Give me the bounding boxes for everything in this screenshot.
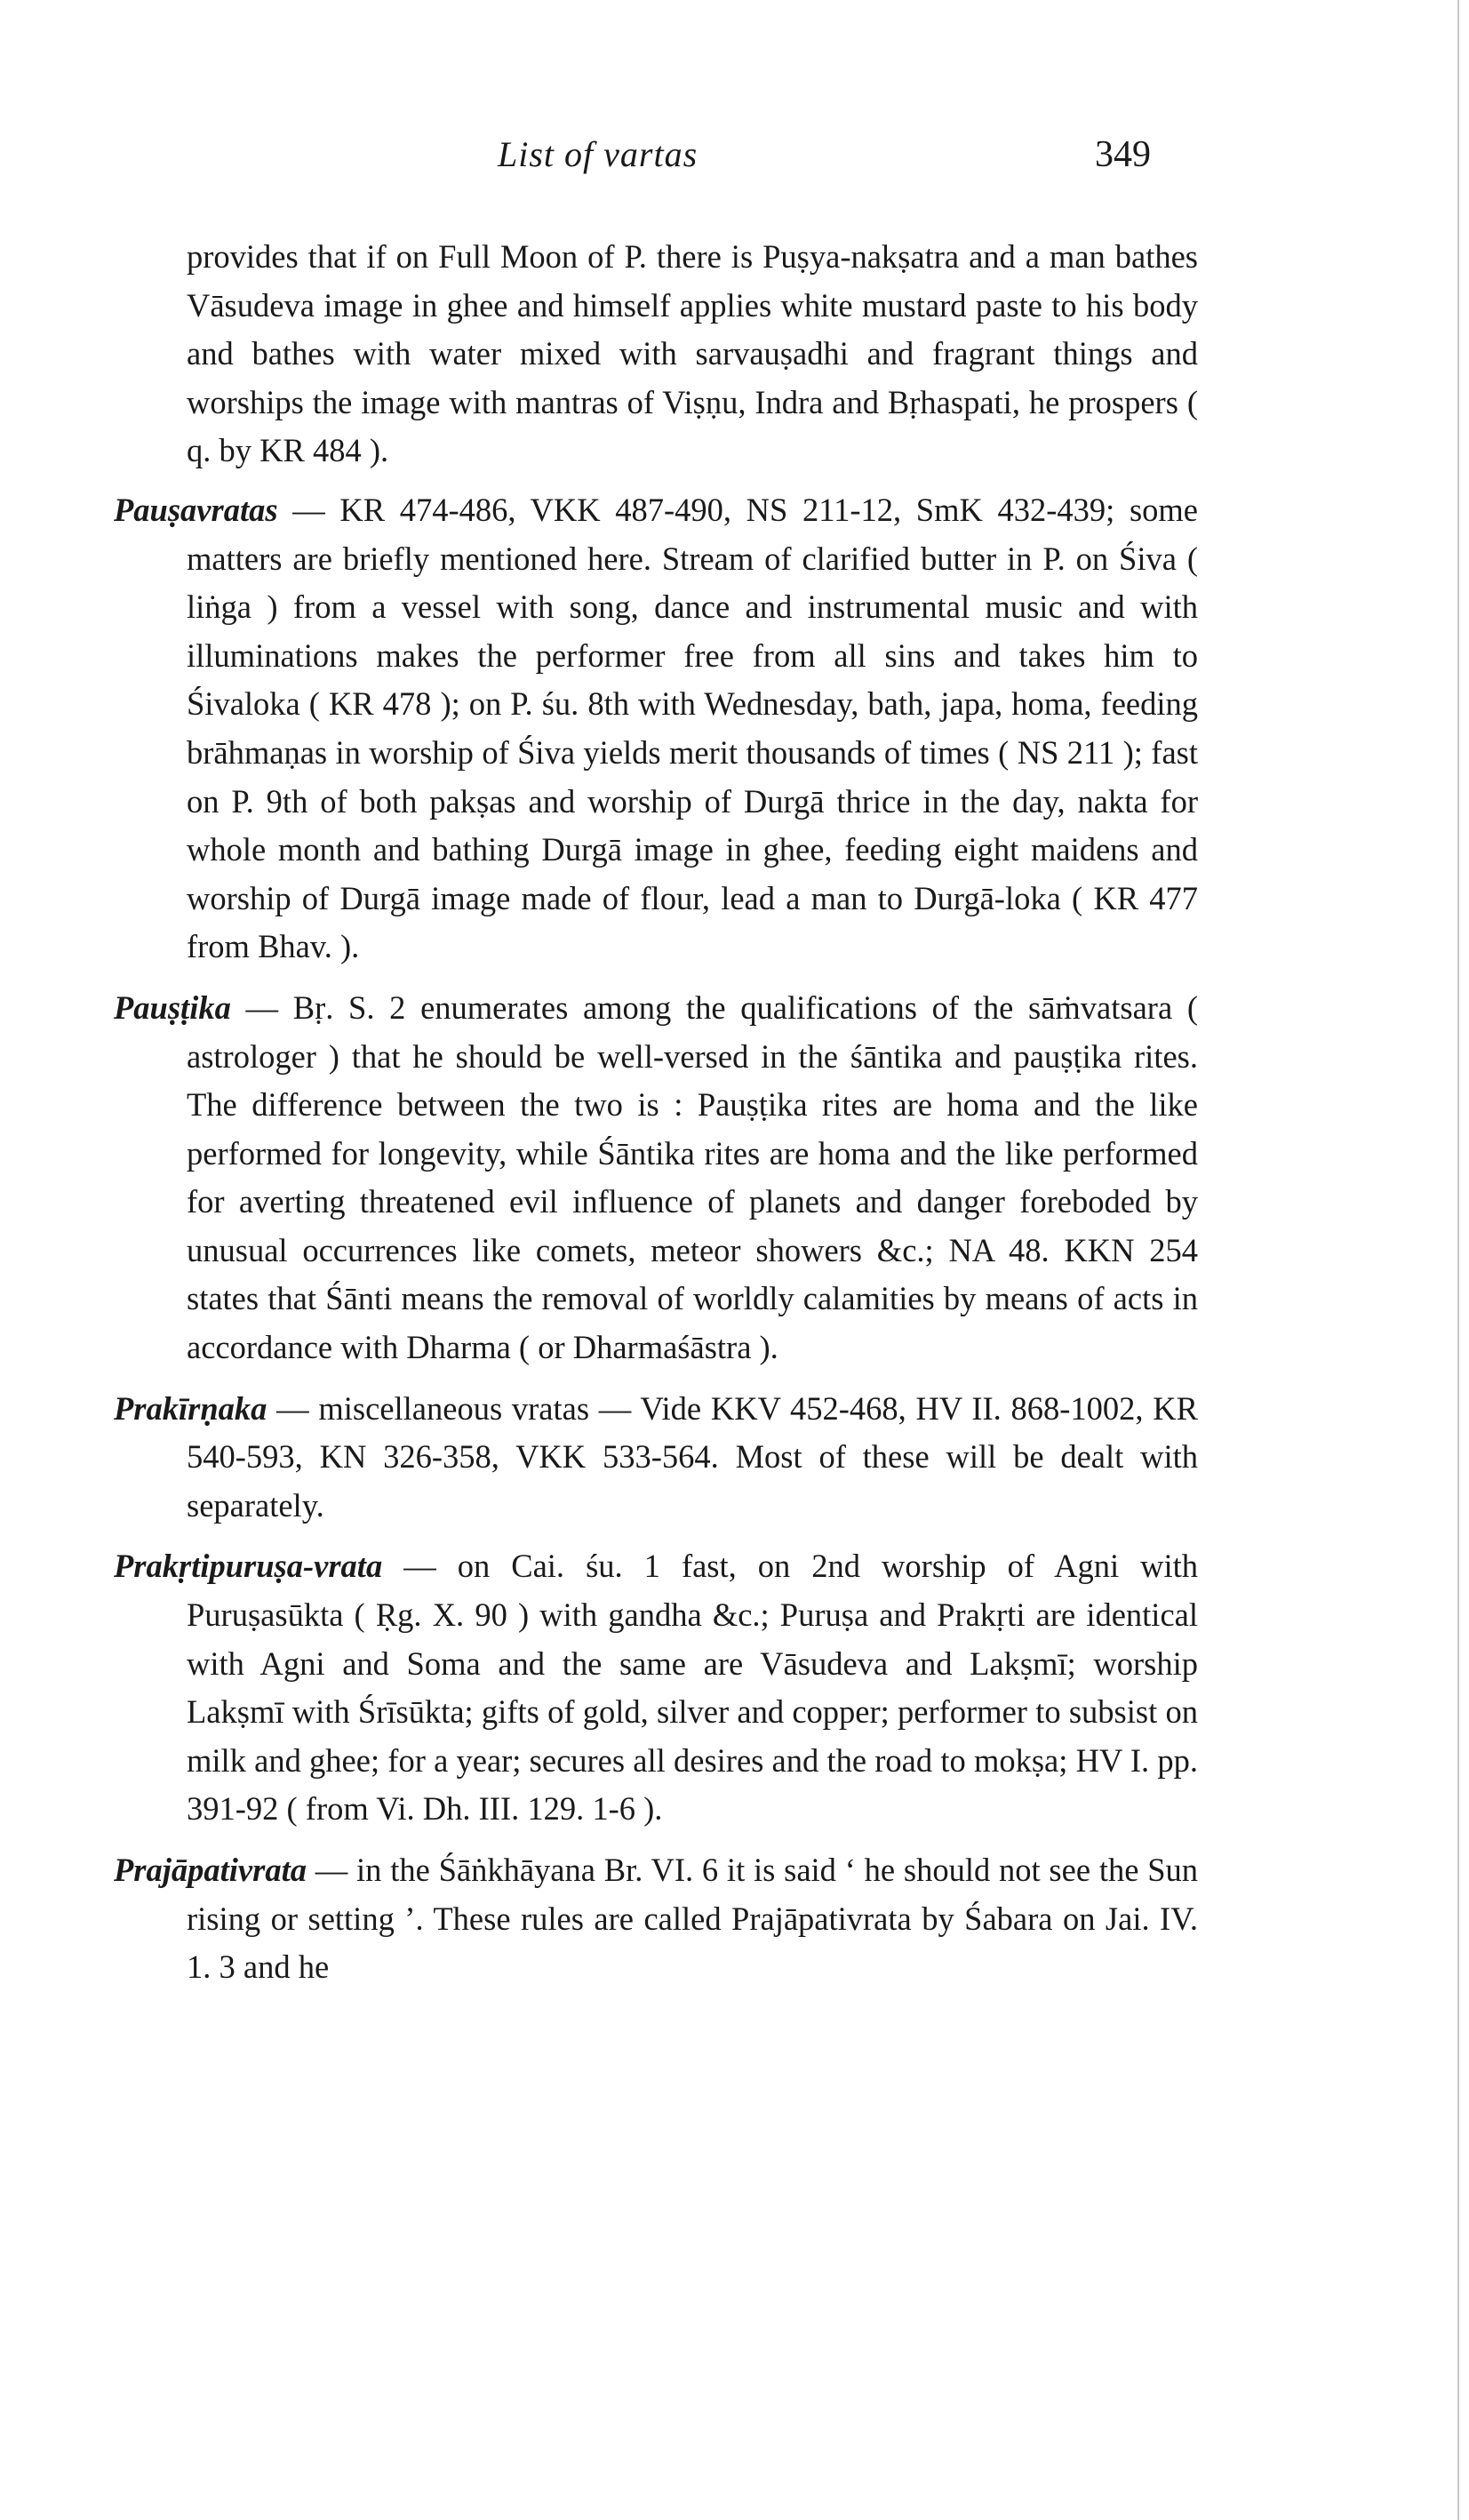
entry-prakrtipurusa-vrata bbox=[114, 1542, 1198, 1834]
entry-paustika bbox=[114, 984, 1198, 1372]
entry-prakirnaka bbox=[114, 1385, 1198, 1531]
entry-pausavratas bbox=[114, 486, 1198, 972]
entry-text: — miscellaneous vratas — Vide KKV 452-468, HV II. 868-1002, KR 540-593, KN 326-358, VKK 533-564. Most of these will be dealt with separately. bbox=[187, 1389, 1198, 1524]
entry-text: — on Cai. śu. 1 fast, on 2nd worship of Agni with Puruṣasūkta ( Ṛg. X. 90 ) with gandha &c.; Puruṣa and Prakṛti are identical with Agni and Soma and the same are Vāsudeva and Lakṣmī; worship Lakṣmī with Śrīsūkta; gifts of gold, silver and copper; performer to subsist on milk and ghee; for a year; secures all desires and the road to mokṣa; HV I. pp. 391-92 ( from Vi. Dh. III. 129. 1-6 ). bbox=[187, 1548, 1198, 1828]
entry-headword: Prakīrṇaka bbox=[114, 1389, 267, 1427]
entry-headword: Prajāpativrata bbox=[114, 1852, 307, 1888]
entry-headword: Pauṣavratas bbox=[114, 491, 278, 528]
entry-text: — Bṛ. S. 2 enumerates among the qualifications of the sāṁvatsara ( astrologer ) that he should be well-versed in the śāntika and pauṣṭika rites. The difference between the two is : Pauṣṭika rites are homa and the like performed for longevity, while Śāntika rites are homa and the like performed for averting threatened evil influence of planets and danger foreboded by unusual occurrences like comets, meteor showers &c.; NA 48. KKN 254 states that Śānti means the removal of worldly calamities by means of acts in accordance with Dharma ( or Dharmaśāstra ). bbox=[187, 988, 1198, 1366]
entry-text: — KR 474-486, VKK 487-490, NS 211-12, SmK 432-439; some matters are briefly mentioned here. Stream of clarified butter in P. on Śiva ( liṅga ) from a vessel with song, dance and instrumental music and with illuminations makes the performer free from all sins and takes him to Śivaloka ( KR 478 ); on P. śu. 8th with Wednesday, bath, japa, homa, feeding brāhmaṇas in worship of Śiva yields merit thousands of times ( NS 211 ); fast on P. 9th of both pakṣas and worship of Durgā thrice in the day, nakta for whole month and bathing Durgā image in ghee, feeding eight maidens and worship of Durgā image made of flour, lead a man to Durgā-loka ( KR 477 from Bhav. ). bbox=[187, 491, 1198, 965]
entry-headword: Pauṣṭika bbox=[114, 988, 231, 1026]
entry-text: — in the Śāṅkhāyana Br. VI. 6 it is said ‘ he should not see the Sun rising or setting ’. These rules are called Prajāpativrata by Śabara on Jai. IV. 1. 3 and he bbox=[187, 1852, 1198, 1986]
continued-paragraph: provides that if on Full Moon of P. there is Puṣya-nakṣatra and a man bathes Vāsudeva image in ghee and himself applies white mustard paste to his body and bathes with water mixed with sarvauṣadhi and fragrant things and worships the image with mantras of Viṣṇu, Indra and Bṛhaspati, he prospers ( q. by KR 484 ). bbox=[187, 238, 1198, 469]
body-text bbox=[114, 233, 1198, 2004]
page-edge-line bbox=[1457, 0, 1459, 2520]
running-head bbox=[0, 133, 1469, 187]
entry-prajapativrata bbox=[114, 1846, 1198, 1992]
entry-headword: Prakṛtipuruṣa-vrata bbox=[114, 1548, 383, 1585]
page-number: 349 bbox=[1095, 134, 1151, 175]
running-title: List of vartas bbox=[498, 134, 699, 174]
